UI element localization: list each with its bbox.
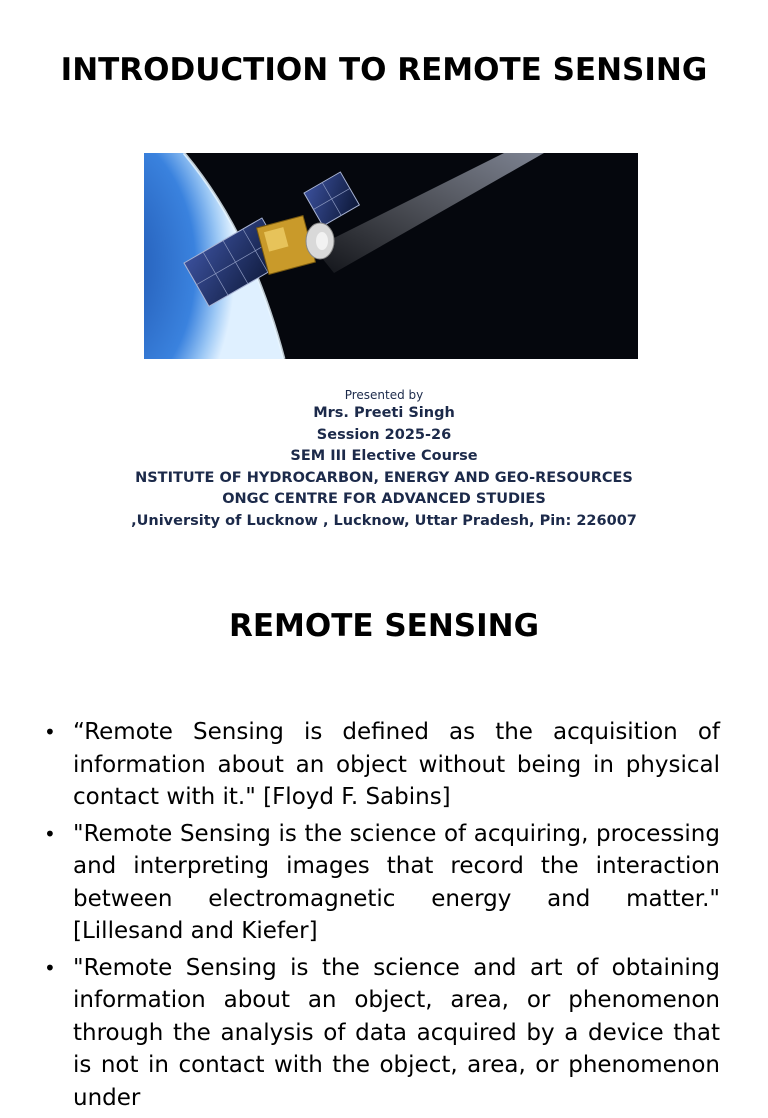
satellite-illustration (144, 153, 638, 359)
presenter-block (0, 387, 768, 532)
presenter-name: Mrs. Preeti Singh (313, 405, 455, 421)
bullet-icon: • (44, 720, 56, 744)
list-item (44, 716, 720, 814)
list-item-text: "Remote Sensing is the science of acquiring, processing and interpreting images that record the interaction between electromagnetic energy and matter." [Lillesand and Kiefer] (73, 820, 720, 944)
session-line: Session 2025-26 (316, 426, 452, 443)
list-item (44, 952, 720, 1115)
university-line: ,University of Lucknow , Lucknow, Uttar Pradesh, Pin: 226007 (131, 512, 637, 529)
centre-line: ONGC CENTRE FOR ADVANCED STUDIES (222, 491, 546, 507)
list-item-text: “Remote Sensing is defined as the acquisition of information about an object without being in physical contact with it." [Floyd F. Sabins] (73, 719, 720, 810)
bullet-icon: • (44, 821, 56, 846)
definition-list (44, 716, 720, 1118)
institute-line: NSTITUTE OF HYDROCARBON, ENERGY AND GEO-RESOURCES (135, 469, 633, 486)
page-title: INTRODUCTION TO REMOTE SENSING (60, 52, 708, 88)
satellite-image (144, 153, 638, 359)
section-title: REMOTE SENSING (228, 608, 540, 644)
course-line: SEM III Elective Course (290, 448, 478, 464)
list-item-text: "Remote Sensing is the science and art of obtaining information about an object, area, or phenomenon through the analysis of data acquired by a device that is not in contact with the object, area, or phenomenon under (73, 954, 720, 1111)
presented-by-label: Presented by (344, 388, 424, 402)
list-item (44, 818, 720, 948)
bullet-icon: • (44, 955, 56, 980)
